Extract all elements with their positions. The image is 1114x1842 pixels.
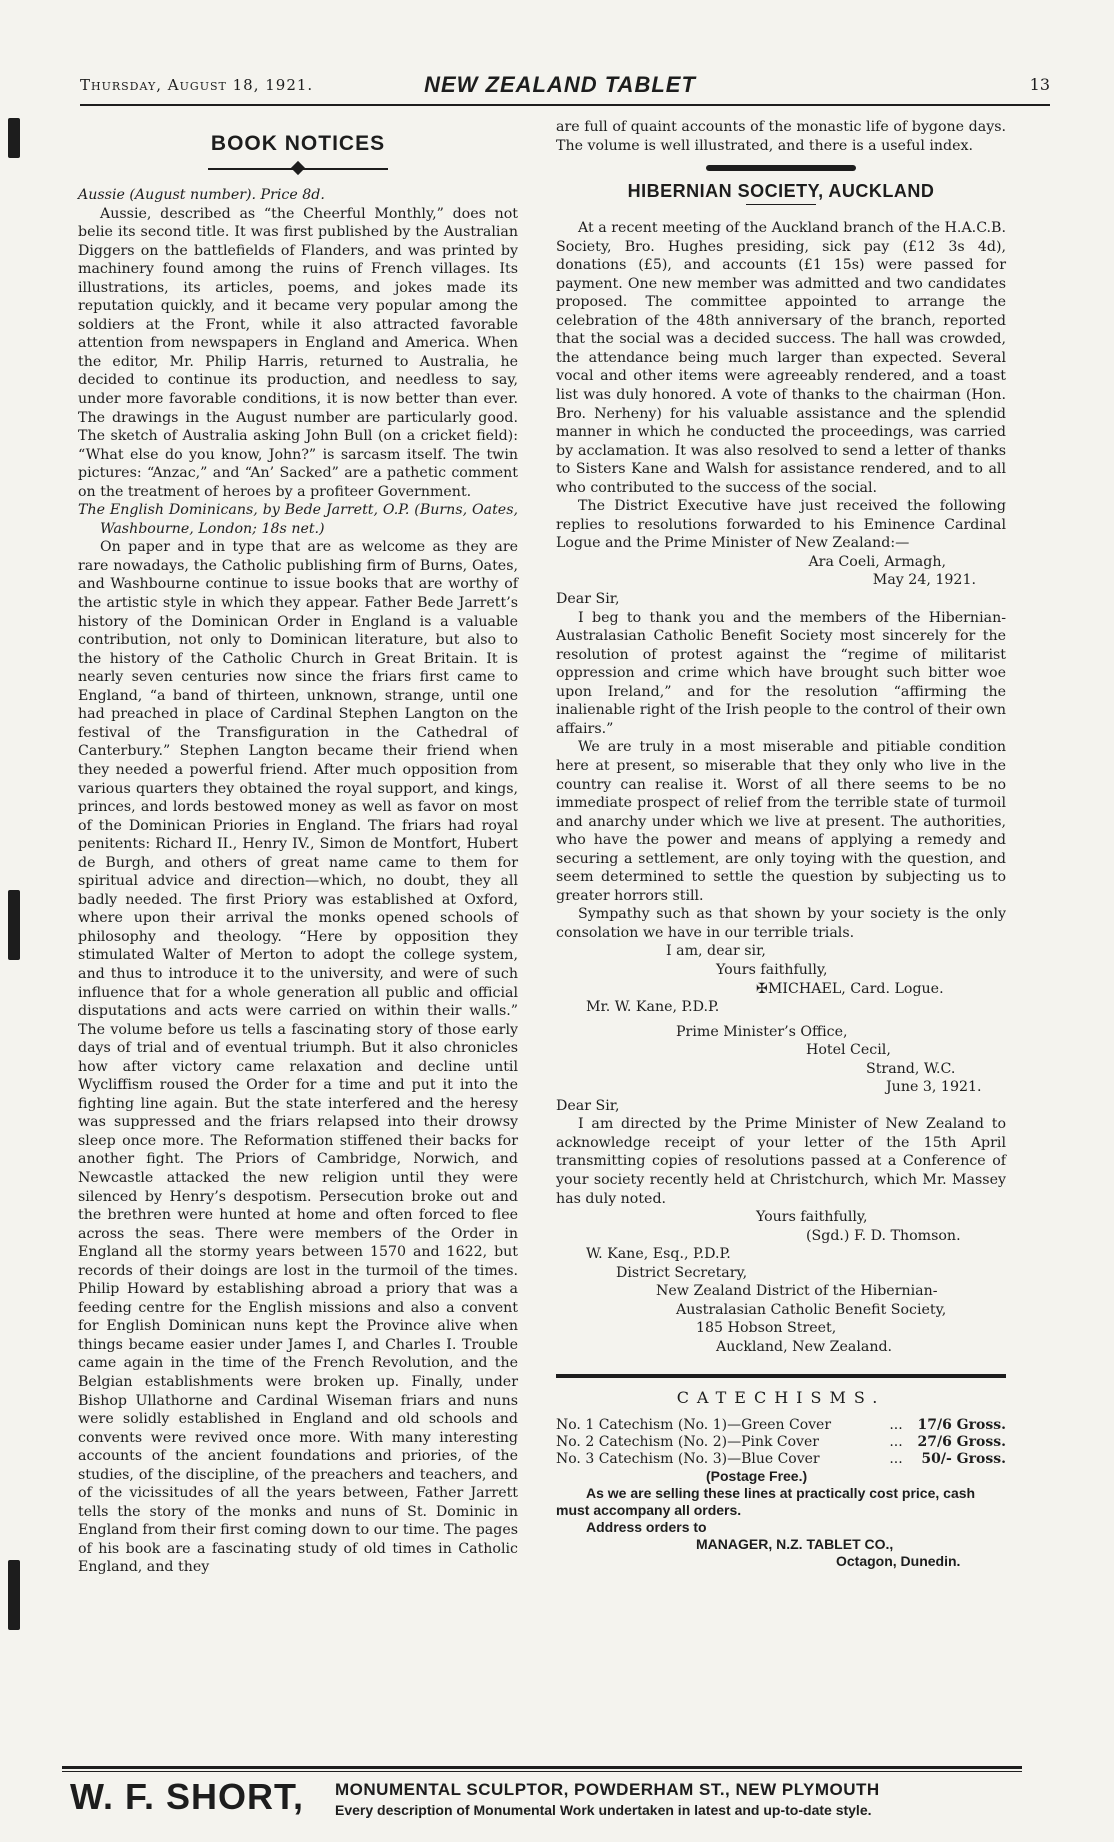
section-rule — [706, 165, 856, 171]
catechism-label: No. 1 Catechism (No. 1)—Green Cover — [556, 1417, 832, 1434]
right-column — [556, 118, 1006, 1570]
catechism-row — [556, 1434, 1006, 1451]
heading-underline — [746, 204, 816, 205]
header-rule — [80, 104, 1050, 106]
catechism-row — [556, 1417, 1006, 1434]
catechism-price: 50/- Gross. — [921, 1451, 1006, 1468]
letter2-place1: Prime Minister’s Office, — [676, 1023, 848, 1040]
notice-aussie-body: Aussie, described as “the Cheerful Monthly,” does not belie its second title. It was first published by the Australian Diggers on the battlefields of Flanders, and was printed by machinery found among the ruins of French villages. Its illustrations, its articles, poems, and jokes made its reputation quickly, and it became very popular among the soldiers at the Front, while it also attracted favorable attention from newspapers in England and America. When the editor, Mr. Philip Harris, returned to Australia, he decided to continue its production, and needless to say, under more favorable conditions, it is now better than ever. The drawings in the August number are particularly good. The sketch of Australia asking John Bull (on a cricket field): “What else do you know, John?” is sarcasm itself. The twin pictures: “Anzac,” and “An’ Sacked” are a pathetic comment on the treatment of heroes by a profiteer Government. — [78, 205, 518, 500]
page-header — [80, 72, 1050, 102]
footer-rule — [62, 1766, 1022, 1769]
notice-dominicans-title: The English Dominicans, by Bede Jarrett, O.P. (Burns, Oates, Washbourne, London; 18s net.) — [78, 502, 518, 537]
catechism-list — [556, 1417, 1006, 1468]
letter1-p2: We are truly in a most miserable and pitiable condition here at present, so miserable that they only who live in the country can realise it. Worst of all there seems to be no immediate prospect of relief from the terrible state of turmoil and anarchy under which we live at present. The authorities, who have the power and means of applying a remedy and securing a settlement, are only toying with the question, and seem determined to settle the question by subjecting us to greater horrors still. — [556, 739, 1006, 904]
letter1-p3: Sympathy such as that shown by your society is the only consolation we have in our terrible trials. — [556, 906, 1006, 941]
hibernian-p2: The District Executive have just received the following replies to resolutions forwarded to his Eminence Cardinal Logue and the Prime Minister of New Zealand:— — [556, 498, 1006, 552]
catechism-label: No. 3 Catechism (No. 3)—Blue Cover — [556, 1451, 820, 1468]
postage-note: (Postage Free.) — [706, 1468, 808, 1485]
letter1-place: Ara Coeli, Armagh, — [808, 553, 946, 570]
advertiser-name: W. F. SHORT, — [70, 1776, 305, 1817]
margin-mark — [8, 890, 20, 960]
letter2-addr4: Australasian Catholic Benefit Society, — [676, 1301, 947, 1318]
catechism-leader: ... — [889, 1434, 903, 1451]
letter2-signature: (Sgd.) F. D. Thomson. — [806, 1227, 961, 1244]
letter2-salutation: Dear Sir, — [556, 1097, 620, 1114]
catechism-price: 17/6 Gross. — [917, 1417, 1006, 1434]
letter2-date: June 3, 1921. — [886, 1079, 982, 1096]
catechism-rule — [556, 1374, 1006, 1378]
catechism-leader: ... — [889, 1451, 903, 1468]
page-number: 13 — [1029, 75, 1050, 94]
issue-date: Thursday, August 18, 1921. — [80, 76, 314, 94]
ornamental-rule — [208, 162, 388, 176]
advertiser-tagline: Every description of Monumental Work undertaken in latest and up-to-date style. — [335, 1802, 872, 1818]
letter2-addr5: 185 Hobson Street, — [696, 1320, 837, 1337]
letter2-place3: Strand, W.C. — [866, 1060, 956, 1077]
letter1-salutation: Dear Sir, — [556, 591, 620, 608]
catechism-leader: ... — [889, 1417, 903, 1434]
letter1-recipient: Mr. W. Kane, P.D.P. — [586, 999, 720, 1016]
catechism-label: No. 2 Catechism (No. 2)—Pink Cover — [556, 1434, 819, 1451]
notice-dominicans-body: On paper and in type that are as welcome as they are rare nowadays, the Catholic publishing firm of Burns, Oates, and Washbourne continue to issue books that are worthy of the artistic style in which they appear. Father Bede Jarrett’s history of the Dominican Order in England is a valuable contribution, not only to Dominican literature, but also to the history of the Catholic Church in Great Britain. It is nearly seven centuries now since the friars first came to England, “a band of thirteen, unknown, strange, until one had preached in place of Cardinal Stephen Langton on the festival of the Transfiguration in the Cathedral of Canterbury.” Stephen Langton became their friend when they needed a powerful friend. After much opposition from various quarters they obtained the royal support, and kings, princes, and lords bestowed money as well as favor on most of the Dominican Priories in England. The friars had royal penitents: Richard II., Henry IV., Simon de Montfort, Hubert de Burgh, and others of great name came to them for spiritual advice and direction—which, no doubt, they all badly needed. The first Priory was established at Oxford, where upon their arrival the monks opened schools of philosophy and theology. “Here by opposition they stimulated Walter of Merton to adopt the college system, and thus to introduce it to the university, and were of such influence that for a whole generation all public and official disputations and acts were carried on within their walls.” The volume before us tells a fascinating story of those early days of trial and of eventual triumph. But it also chronicles how after victory came relaxation and decline until Wycliffism roused the Order for a time and put it into the fighting line again. But the state interfered and the heresy was suppressed and the friars relapsed into their drowsy sleep once more. The Reformation stiffened their backs for another fight. The Priors of Cambridge, Norwich, and Newcastle attacked the new religion until they were silenced by Henry’s despotism. Persecution broke out and the brethren were hunted at home and often forced to flee across the seas. There were members of the Order in England all the stormy years between 1570 and 1622, but records of their doings are lost in the turmoil of the times. Philip Howard by establishing abroad a priory that was a feeding centre for the English missions and also a convent for English Dominican nuns kept the Province alive when things became easier under James I, and Charles I. Trouble came again in the time of the French Revolution, and the Belgian establishments were broken up. Finally, under Bishop Ullathorne and Cardinal Wiseman friars and nuns were solidly established in England and old schools and convents were revived once more. With many interesting accounts of the ancient foundations and priories, of the studies, of the discipline, of the preachers and teachers, and of the vicissitudes of all the years between, Father Jarrett tells the story of the monks and nuns of St. Dominic in England from their first coming down to our time. The pages of his book are a fascinating study of old times in Catholic England, and they — [78, 539, 518, 1576]
address-label: Address orders to — [586, 1519, 707, 1536]
letter2-addr3: New Zealand District of the Hibernian- — [656, 1283, 938, 1300]
letter1-signature: ✠MICHAEL, Card. Logue. — [756, 980, 944, 997]
notice-dominicans-continued: are full of quaint accounts of the monastic life of bygone days. The volume is well illustrated, and there is a useful index. — [556, 119, 1006, 154]
book-notices-heading: BOOK NOTICES — [210, 132, 386, 155]
footer-rule-thin — [62, 1771, 1022, 1772]
letter1-p1: I beg to thank you and the members of the Hibernian-Australasian Catholic Benefit Society most sincerely for the resolution of protest against the “regime of militarist oppression and crime which have brought such bitter woe upon Ireland,” and for the resolution “affirming the inalienable right of the Irish people to the control of their own affairs.” — [556, 609, 1006, 737]
notice-aussie-title: Aussie (August number). Price 8d. — [78, 187, 325, 203]
hibernian-p1: At a recent meeting of the Auckland branch of the H.A.C.B. Society, Bro. Hughes presiding, sick pay (£12 3s 4d), donations (£5), and accounts (£1 15s) were passed for payment. One new member was admitted and two candidates proposed. The committee appointed to arrange the celebration of the 48th anniversary of the branch, reported that the social was a decided success. The hall was crowded, the attendance being much larger than expected. Several vocal and other items were agreeably rendered, and a toast list was duly honored. A vote of thanks to the chairman (Hon. Bro. Nerheny) for his valuable assistance and the splendid manner in which he conducted the proceedings, was carried by acclamation. It was also resolved to send a letter of thanks to Sisters Kane and Walsh for assistance rendered, and to all who contributed to the success of the social. — [556, 220, 1006, 496]
letter2-p1: I am directed by the Prime Minister of New Zealand to acknowledge receipt of your letter of the 15th April transmitting copies of resolutions passed at a Conference of your society recently held at Christchurch, which Mr. Massey has duly noted. — [556, 1116, 1006, 1207]
catechisms-heading: CATECHISMS. — [676, 1388, 886, 1408]
payment-note: As we are selling these lines at practically cost price, cash must accompany all orders. — [556, 1485, 976, 1519]
masthead: NEW ZEALAND TABLET — [424, 72, 696, 97]
margin-mark — [8, 1560, 20, 1630]
catechism-row — [556, 1451, 1006, 1468]
letter2-addr1: W. Kane, Esq., P.D.P. — [586, 1246, 731, 1263]
letter1-close1: I am, dear sir, — [666, 943, 766, 960]
letter1-close2: Yours faithfully, — [716, 961, 828, 978]
manager-address: MANAGER, N.Z. TABLET CO., — [696, 1536, 894, 1553]
hibernian-heading: HIBERNIAN SOCIETY, AUCKLAND — [627, 181, 935, 202]
letter2-addr6: Auckland, New Zealand. — [716, 1338, 893, 1355]
catechism-price: 27/6 Gross. — [917, 1434, 1006, 1451]
letter2-place2: Hotel Cecil, — [806, 1042, 891, 1059]
left-column — [78, 118, 518, 1577]
letter2-addr2: District Secretary, — [616, 1264, 748, 1281]
city-address: Octagon, Dunedin. — [836, 1553, 961, 1570]
margin-mark — [8, 118, 20, 158]
letter1-date: May 24, 1921. — [872, 572, 976, 589]
advertiser-trade: MONUMENTAL SCULPTOR, POWDERHAM ST., NEW PLYMOUTH — [335, 1780, 880, 1799]
letter2-close: Yours faithfully, — [756, 1209, 868, 1226]
